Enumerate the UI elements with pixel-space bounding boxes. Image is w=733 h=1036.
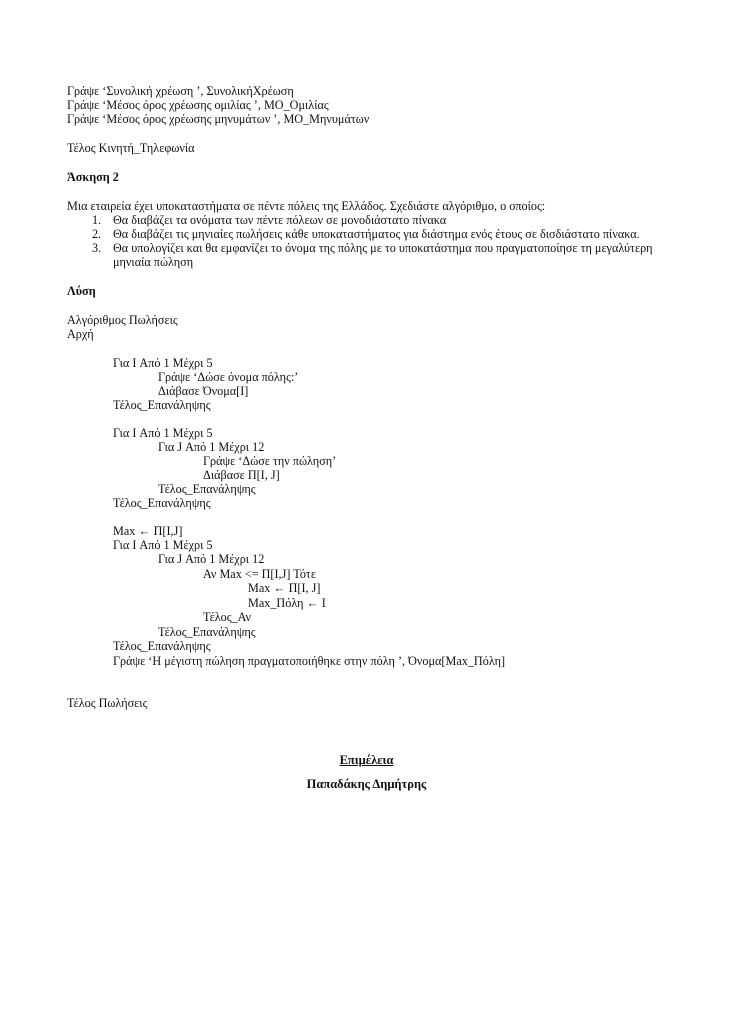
code-line: Τέλος_Επανάληψης [158, 625, 256, 639]
code-line: Τέλος_Επανάληψης [113, 496, 211, 510]
solution-title: Λύση [67, 284, 96, 298]
code-line: Max_Πόλη ← I [248, 596, 326, 610]
list-number: 2. [92, 227, 102, 241]
code-line: Για J Από 1 Μέχρι 12 [158, 440, 265, 454]
list-number: 3. [92, 241, 102, 255]
credits-label: Επιμέλεια [339, 753, 394, 767]
list-item: Θα διαβάζει τις μηνιαίες πωλήσεις κάθε υποκαταστήματος για διάστημα ενός έτους σε δισδιάστατο πίνακα. [113, 227, 640, 241]
code-line: Γράψε ‘Δώσε την πώληση’ [203, 454, 337, 468]
algorithm-header: Αλγόριθμος Πωλήσεις [67, 313, 178, 327]
exercise-title: Άσκηση 2 [67, 170, 119, 184]
credits-author: Παπαδάκης Δημήτρης [306, 777, 427, 791]
code-line: Τέλος_Επανάληψης [113, 398, 211, 412]
code-line: Τέλος_Επανάληψης [113, 639, 211, 653]
code-line: Αν Max <= Π[I,J] Τότε [203, 567, 316, 581]
code-line: Διάβασε Όνομα[I] [158, 384, 249, 398]
exercise-intro: Μια εταιρεία έχει υποκαταστήματα σε πέντε πόλεις της Ελλάδος. Σχεδιάστε αλγόριθμο, ο οποίος: [67, 199, 546, 213]
code-line: Για I Από 1 Μέχρι 5 [113, 538, 213, 552]
list-item: Θα διαβάζει τα ονόματα των πέντε πόλεων σε μονοδιάστατο πίνακα [113, 213, 447, 227]
code-line: Για I Από 1 Μέχρι 5 [113, 356, 213, 370]
list-number: 1. [92, 213, 102, 227]
code-line: Γράψε ‘Μέσος όρος χρέωσης μηνυμάτων ’, ΜΟ_Μηνυμάτων [67, 112, 370, 126]
code-line: Γράψε ‘Δώσε όνομα πόλης:’ [158, 370, 299, 384]
code-line: Τέλος_Αν [203, 610, 252, 624]
algorithm-start: Αρχή [67, 327, 94, 341]
code-line: Τέλος Κινητή_Τηλεφωνία [67, 141, 195, 155]
code-line: Για J Από 1 Μέχρι 12 [158, 552, 265, 566]
code-line: Max ← Π[I, J] [248, 581, 321, 595]
list-item: Θα υπολογίζει και θα εμφανίζει το όνομα της πόλης με το υποκατάστημα που πραγματοποίησε τη μεγαλύτερη [113, 241, 653, 255]
code-line: Διάβασε Π[I, J] [203, 468, 280, 482]
code-line: Για I Από 1 Μέχρι 5 [113, 426, 213, 440]
list-item-continuation: μηνιαία πώληση [113, 255, 194, 269]
code-line: Max ← Π[I,J] [113, 524, 183, 538]
code-line: Γράψε ‘Συνολική χρέωση ’, ΣυνολικήΧρέωση [67, 84, 294, 98]
code-line: Τέλος_Επανάληψης [158, 482, 256, 496]
code-line: Γράψε ‘Μέσος όρος χρέωσης ομιλίας ’, ΜΟ_Ομιλίας [67, 98, 329, 112]
algorithm-end: Τέλος Πωλήσεις [67, 696, 148, 710]
code-line: Γράψε ‘Η μέγιστη πώληση πραγματοποιήθηκε στην πόλη ’, Όνομα[Max_Πόλη] [113, 654, 506, 668]
